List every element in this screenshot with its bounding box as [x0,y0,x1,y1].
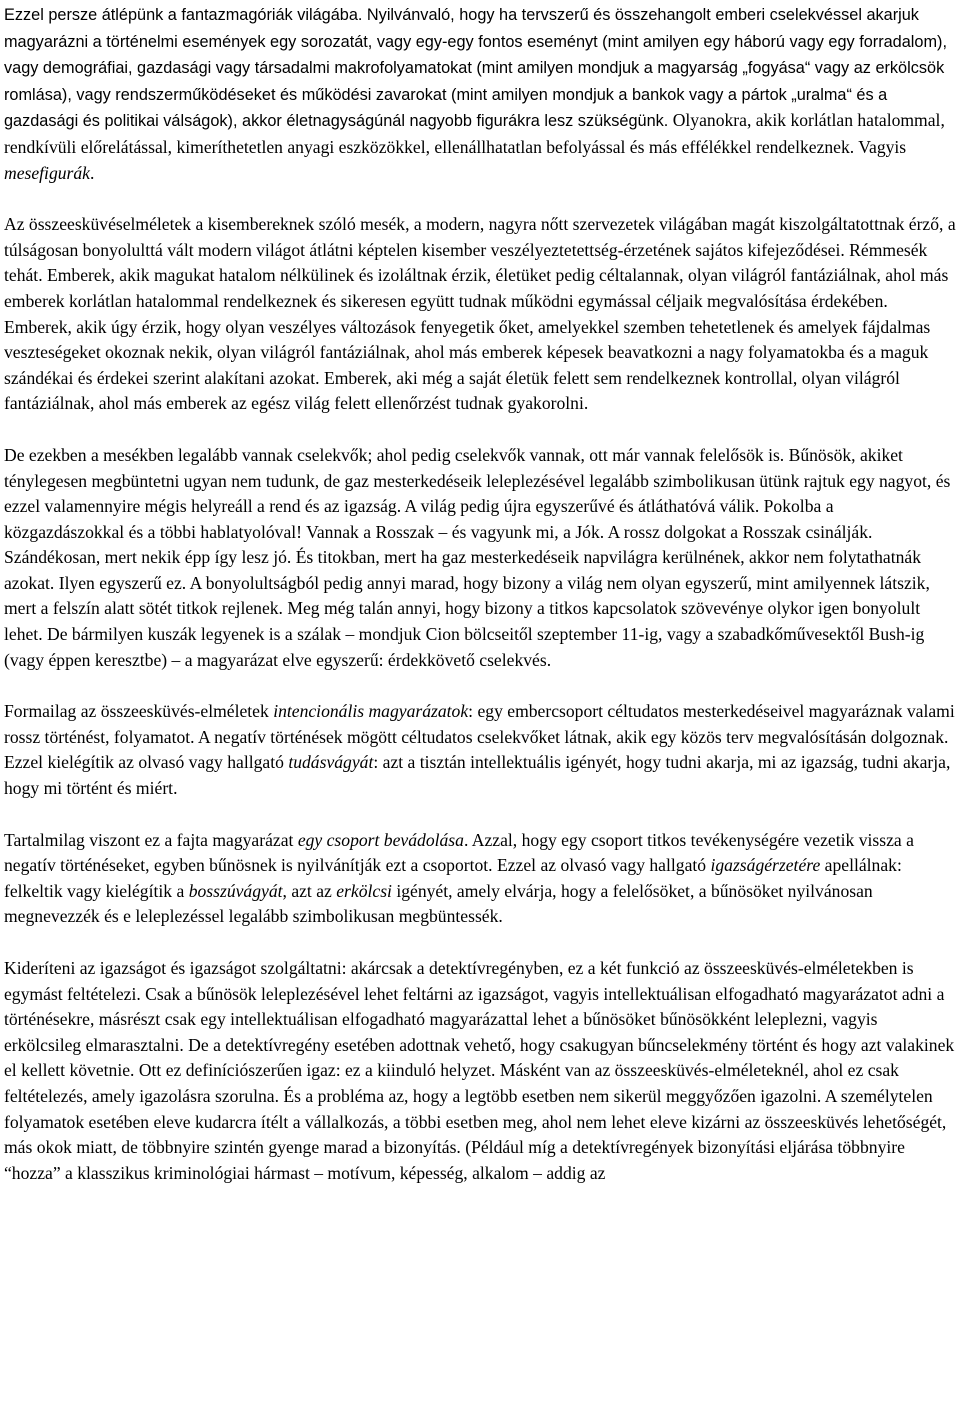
paragraph-4 [4,699,956,801]
paragraph-6: Kideríteni az igazságot és igazságot szolgáltatni: akárcsak a detektívregényben, ez a két funkció az összeesküvés-elméletekben is egymást feltételezi. Csak a bűnösök leleplezésével lehet feltárni az igazságot, vagyis intellektuálisan elfogadható magyarázatot adni a történésekre, másrészt csak egy intellektuálisan elfogadható magyarázattal lehet a bűnösöket bűnösökként leleplezni, vagyis erkölcsileg elmarasztalni. De a detektívregény esetében adottnak vehető, hogy csakugyan bűncselekmény történt és hogy azt valakinek el kellett követnie. Ott ez definíciószerűen igaz: ez a kiinduló helyzet. Másként van az összeesküvés-elméleteknél, ahol ez csak feltételezés, amely igazolásra szorulna. És a probléma az, hogy a legtöbb esetben nem sikerül meggyőzően igazolni. A személytelen folyamatok esetében eleve kudarcra ítélt a vállalkozás, a többi esetben meg, ahol nem lehet eleve kizárni az összeesküvés lehetőségét, más okok miatt, de többnyire szintén gyenge marad a bizonyítás. (Például míg a detektívregények bizonyítási eljárása többnyire “hozza” a klasszikus kriminológiai hármast – motívum, képesség, alkalom – addig az [4,958,955,1183]
paragraph-5-emphasis-b: igazságérzetére [710,855,821,876]
paragraph-1-sans-text: Ezzel persze átlépünk a fantazmagóriák világába. Nyilvánvaló, hogy ha tervszerű és összehangolt emberi cselekvéssel akarjuk magyarázni a történelmi események egy sorozatát, vagy egy-egy fontos eseményt (mint amilyen egy háború vagy egy forradalom), vagy demográfiai, gazdasági vagy társadalmi makrofolyamatokat (mint amilyen mondjuk a magyarság „fogyása“ vagy az erkölcsök romlása), vagy rendszerműködéseket és működési zavarokat (mint amilyen mondjuk a bankok vagy a pártok „uralma“ és a gazdasági és politikai válságok), akkor életnagyságúnál nagyobb figurákra lesz szükségünk. [4,6,947,131]
paragraph-3: De ezekben a mesékben legalább vannak cselekvők; ahol pedig cselekvők vannak, ott már vannak felelősök is. Bűnösök, akiket ténylegesen megbüntetni ugyan nem tudunk, de gaz mesterkedéseik leleplezésével legalább szimbolikusan ütünk rajtuk egy nagyot, és ezzel valamennyire mégis helyreáll a rend és az igazság. A világ pedig újra egyszerűvé és átláthatóvá válik. Pokolba a közgazdászokkal és a többi hablatyolóval! Vannak a Rosszak – és vagyunk mi, a Jók. A rossz dolgokat a Rosszak csinálják. Szándékosan, mert nekik épp így lesz jó. És titokban, mert ha gaz mesterkedéseik napvilágra kerülnének, akkor nem folytathatnák azokat. Ilyen egyszerű ez. A bonyolultságból pedig annyi marad, hogy bizony a világ nem olyan egyszerű, mint amilyennek látszik, mert a felszín alatt sötét titkok rejlenek. Meg még talán annyi, hogy bizony a titkos kapcsolatok szövevénye olykor igen bonyolult lehet. De bármilyen kuszák legyenek is a szálak – mondjuk Cion bölcseitől szeptember 11-ig, vagy a szabadkőművesektől Bush-ig (vagy éppen keresztbe) – a magyarázat elve egyszerű: érdekkövető cselekvés. [4,444,951,670]
paragraph-5-text-d: , azt az [282,880,337,901]
paragraph-5-text-b: . Azzal, hogy egy csoport titkos tevékenységére vezetik vissza a negatív történéseket, egyben bűnösnek is nyilvánítják ezt a csoportot. Ezzel az olvasó vagy hallgató [4,829,914,876]
paragraph-1 [4,2,956,186]
paragraph-4-text-b: : egy embercsoport céltudatos mesterkedéseivel magyaráznak valami rossz történést, folyamatot. A negatív történések mögött céltudatos cselekvőket látnak, akik egy közös terv megvalósításán dolgoznak. Ezzel kielégítik az olvasó vagy hallgató [4,701,955,773]
paragraph-4-text-c: : azt a tisztán intellektuális igényét, hogy tudni akarja, mi az igazság, tudni akarja, hogy mi történt és miért. [4,752,951,799]
paragraph-1-emphasis: mesefigurák [4,162,90,183]
paragraph-5-emphasis-c: bosszúvágyát [188,880,283,901]
paragraph-5-emphasis-d: erkölcsi [336,880,392,901]
paragraph-5 [4,828,956,930]
paragraph-2: Az összeesküvéselméletek a kisembereknek szóló mesék, a modern, nagyra nőtt szervezetek világában magát kiszolgáltatottnak érző, a túlságosan bonyolulttá vált modern világot átlátni képtelen kisember veszélyeztetettség-érzetének sajátos kifejeződései. Rémmesék tehát. Emberek, akik magukat hatalom nélkülinek és izoláltnak érzik, életüket pedig céltalannak, olyan világról fantáziálnak, ahol más emberek korlátlan hatalommal rendelkeznek és sikeresen együtt tudnak működni egymással céljaik megvalósítása érdekében. Emberek, akik úgy érzik, hogy olyan veszélyes változások fenyegetik őket, amelyekkel szemben tehetetlenek és amelyek fájdalmas veszteségeket okoznak nekik, olyan világról fantáziálnak, ahol más emberek képesek beavatkozni a nagy folyamatokba és a maguk szándékai és érdekei szerint alakítani azokat. Emberek, aki még a saját életük felett sem rendelkeznek kontrollal, olyan világról fantáziálnak, ahol más emberek az egész világ felett ellenőrzést tudnak gyakorolni. [4,214,956,414]
paragraph-1-text: Olyanokra, akik korlátlan hatalommal, rendkívüli előrelátással, kimeríthetetlen anyagi eszközökkel, ellenállhatatlan befolyással és más effélékkel rendelkeznek. Vagyis [4,110,945,157]
paragraph-5-text-e: igényét, amely elvárja, hogy a felelősöket, a bűnösöket nyilvánosan megnevezzék és e leleplezéssel legalább szimbolikusan megbüntessék. [4,880,873,927]
paragraph-4-text-a: Formailag az összeesküvés-elméletek [4,701,274,722]
paragraph-4-emphasis-a: intencionális magyarázatok [273,701,469,722]
paragraph-5-text-c: apellálnak: felkeltik vagy kielégítik a [4,855,902,901]
paragraph-5-text-a: Tartalmilag viszont ez a fajta magyarázat [4,829,298,850]
paragraph-1-end: . [90,162,95,183]
paragraph-5-emphasis-a: egy csoport bevádolása [297,829,464,850]
paragraph-4-emphasis-b: tudásvágyát [288,752,374,773]
